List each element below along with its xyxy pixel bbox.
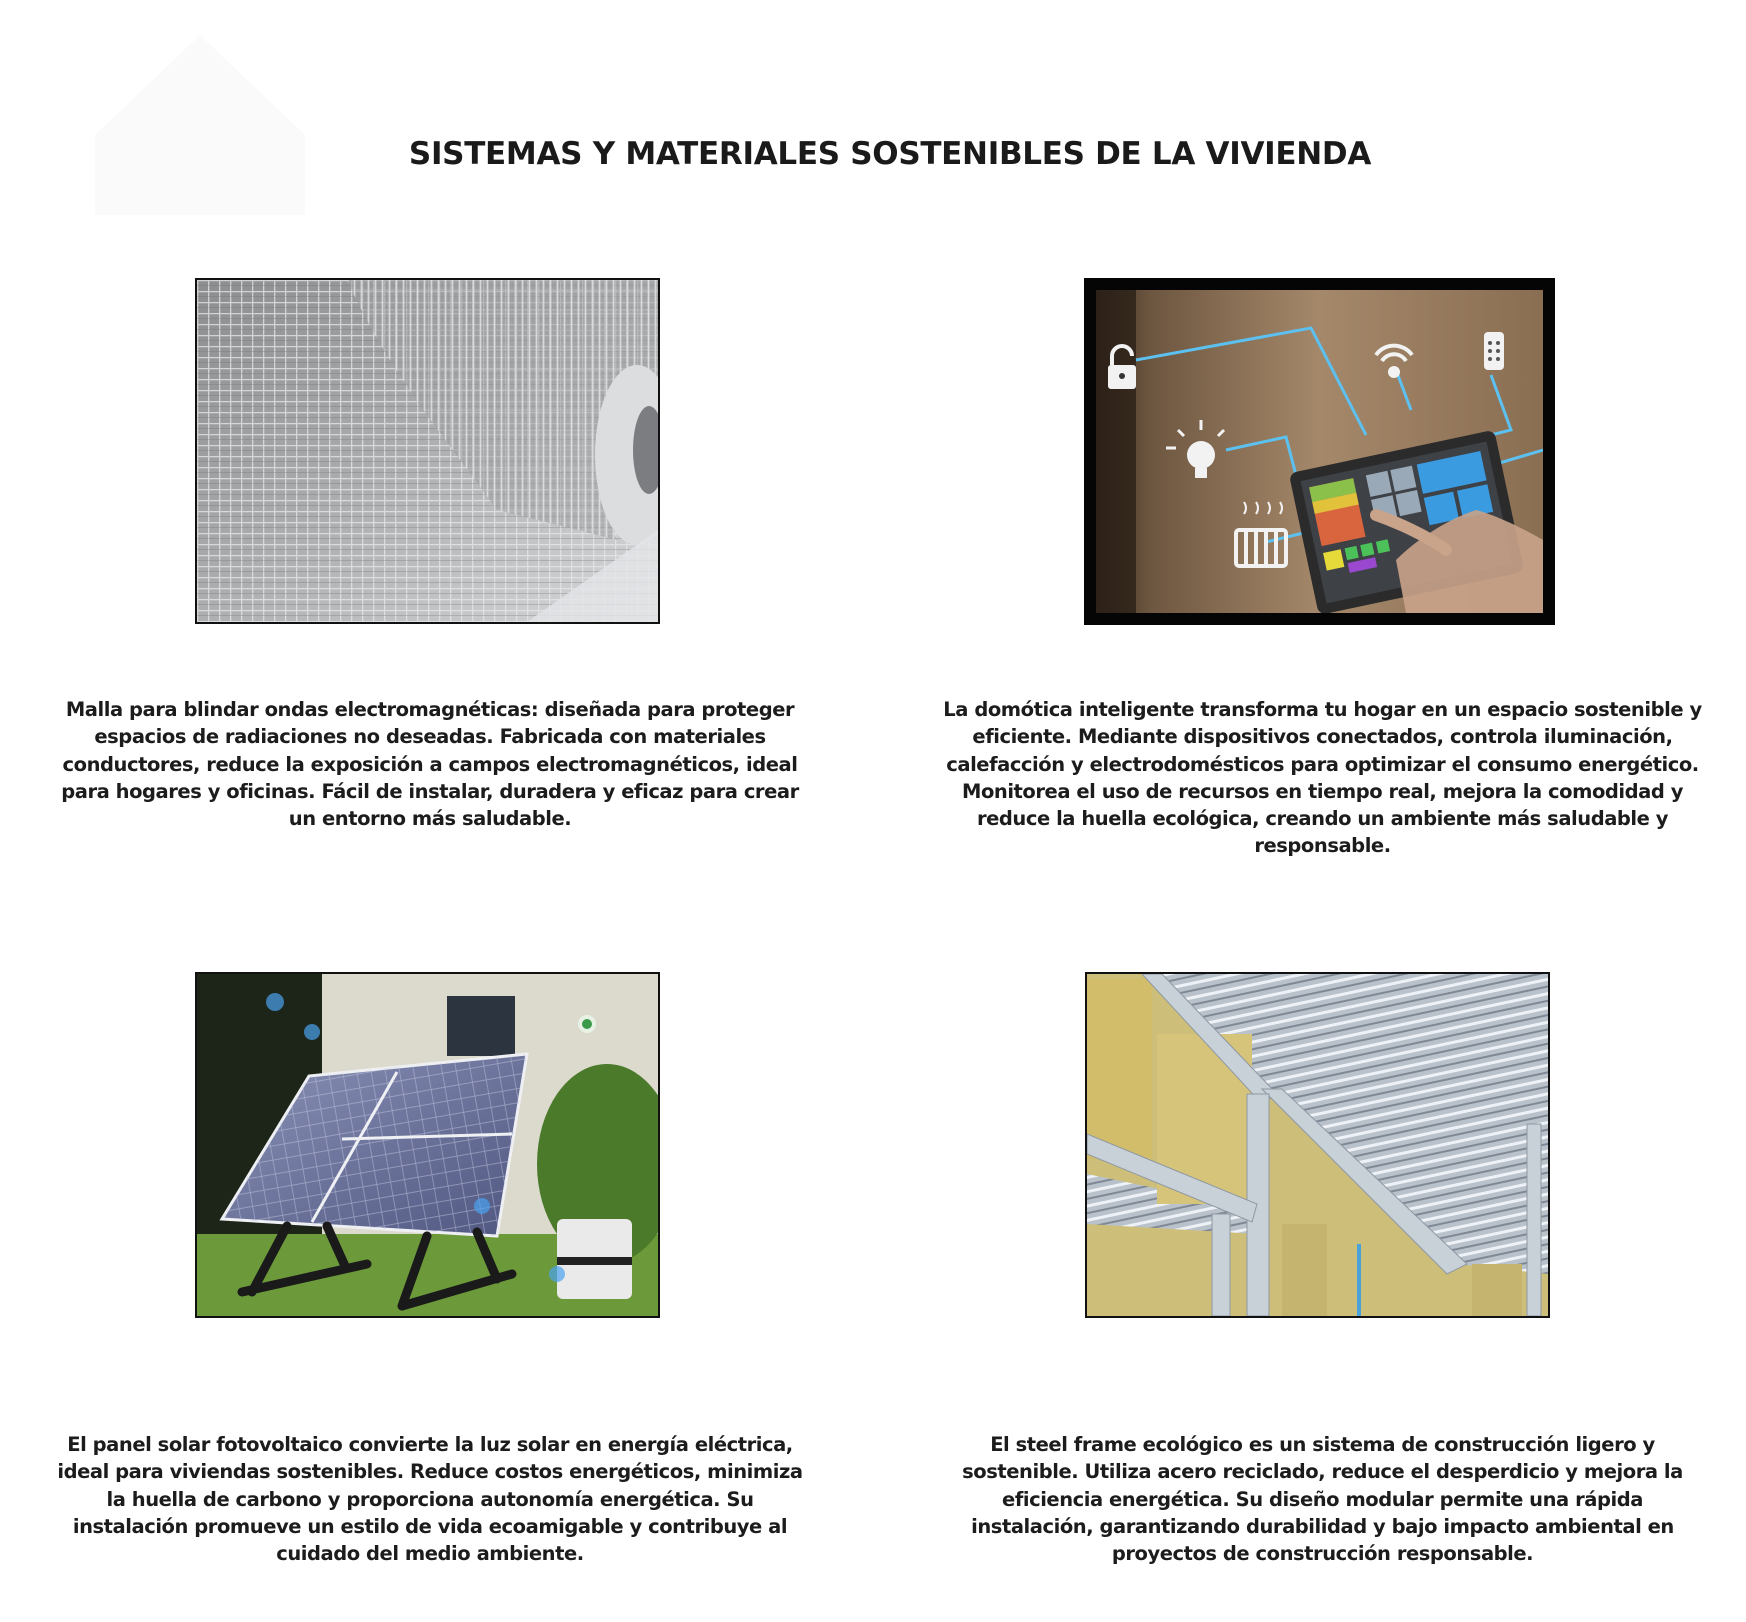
domotics-description: La domótica inteligente transforma tu hogar en un espacio sostenible y eficiente. Mediante dispositivos conectados, controla iluminación, calefacción y electrodomésticos para optimizar el consumo energético. Monitorea el uso de recursos en tiempo real, mejora la comodidad y reduce la huella ecológica, creando un ambiente más saludable y responsable. (943, 698, 1702, 858)
remote-icon (1484, 332, 1504, 370)
steel-frame-image (1085, 972, 1550, 1318)
metal-mesh-roll-image (195, 278, 660, 624)
solar-panel-image (195, 972, 660, 1318)
page-title: SISTEMAS Y MATERIALES SOSTENIBLES DE LA VIVIENDA (408, 135, 1372, 172)
solar-panel-description: El panel solar fotovoltaico convierte la luz solar en energía eléctrica, ideal para viviendas sostenibles. Reduce costos energéticos, minimiza la huella de carbono y proporciona autonomía energética. Su instalación promueve un estilo de vida ecoamigable y contribuye al cuidado del medio ambiente. (57, 1433, 803, 1566)
smart-home-tablet-image (1084, 278, 1555, 625)
watermark-logo (55, 15, 345, 235)
steel-frame-description: El steel frame ecológico es un sistema de construcción ligero y sostenible. Utiliza acero reciclado, reduce el desperdicio y mejora la eficiencia energética. Su diseño modular permite una rápida instalación, garantizando durabilidad y bajo impacto ambiental en proyectos de construcción responsable. (962, 1433, 1683, 1566)
eco-badge-icon (582, 1019, 592, 1029)
mesh-description: Malla para blindar ondas electromagnéticas: diseñada para proteger espacios de radiaciones no deseadas. Fabricada con materiales conductores, reduce la exposición a campos electromagnéticos, ideal para hogares y oficinas. Fácil de instalar, duradera y eficaz para crear un entorno más saludable. (61, 698, 799, 831)
